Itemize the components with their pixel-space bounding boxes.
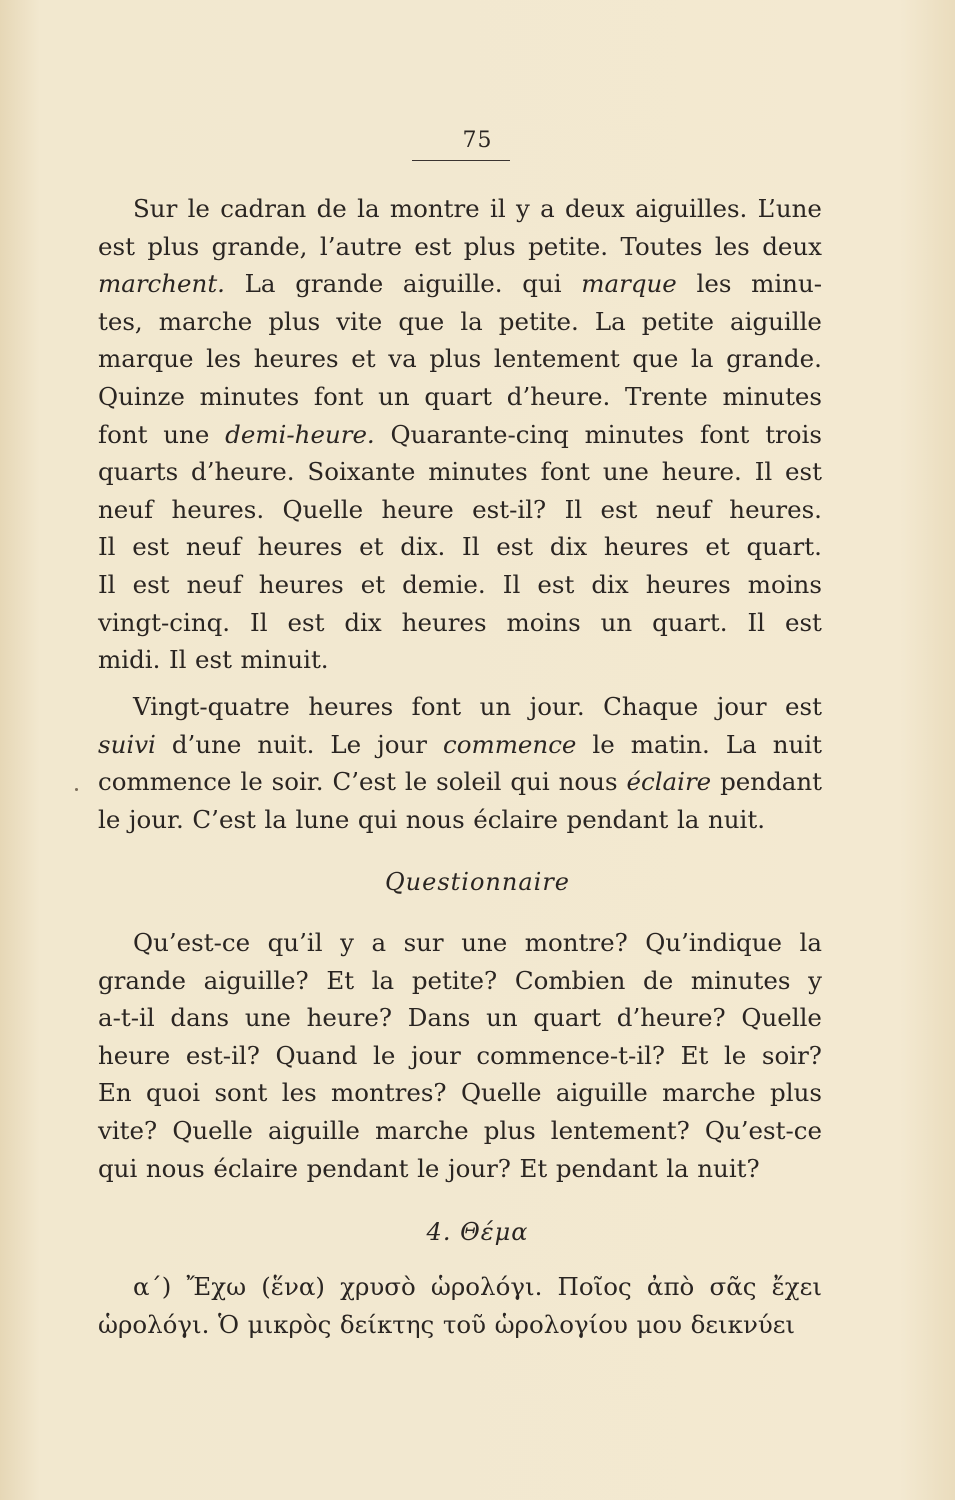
word: de xyxy=(643,965,674,995)
word: Il xyxy=(564,494,583,524)
word: neuf xyxy=(655,494,711,524)
text-line xyxy=(98,801,822,839)
text-line xyxy=(98,1306,822,1344)
text-line xyxy=(98,1268,822,1306)
word: que xyxy=(398,306,445,336)
word: la xyxy=(264,804,287,834)
text-line xyxy=(98,340,822,378)
word: l’autre xyxy=(319,231,402,261)
word: une xyxy=(602,457,649,487)
word: jour. xyxy=(529,692,585,721)
word: χρυσὸ xyxy=(340,1272,416,1301)
word: y xyxy=(808,965,822,995)
word: Le xyxy=(330,729,362,759)
word: est-il? xyxy=(472,494,547,524)
word: heure? xyxy=(306,1003,393,1033)
word: y xyxy=(340,928,354,957)
word: jour? xyxy=(447,1153,511,1183)
word: moins xyxy=(747,569,822,599)
text-line xyxy=(98,726,822,764)
word: Quand xyxy=(275,1040,358,1070)
word: midi. xyxy=(98,645,161,675)
paragraph-day-night xyxy=(98,688,822,838)
word: L’une xyxy=(757,194,822,223)
word: la xyxy=(666,1153,689,1183)
word: quart. xyxy=(746,532,822,562)
word: nuit. xyxy=(257,729,315,759)
word: Il xyxy=(754,457,773,487)
text-line xyxy=(98,641,822,679)
word: δεικνύει xyxy=(690,1309,796,1339)
word: le xyxy=(240,767,263,797)
text-line xyxy=(98,265,822,303)
word: heures xyxy=(308,692,394,721)
word: μικρὸς xyxy=(247,1309,332,1339)
word: le xyxy=(98,804,121,834)
word: heure xyxy=(381,494,454,524)
word: a xyxy=(371,928,387,957)
word: Quelle xyxy=(741,1003,822,1033)
word: minutes xyxy=(722,381,822,411)
word: la xyxy=(371,965,395,995)
word: et xyxy=(705,532,730,562)
word: En xyxy=(98,1078,132,1108)
word: C’est xyxy=(332,767,396,797)
word: plus xyxy=(147,231,200,261)
word: ἀπὸ xyxy=(646,1272,695,1301)
word: heures xyxy=(253,344,339,374)
word: éclaire xyxy=(626,767,712,797)
word: μου xyxy=(636,1309,683,1339)
word: Ἔχω xyxy=(186,1272,247,1301)
word: le xyxy=(404,767,428,797)
word: nous xyxy=(558,767,618,797)
word: aiguille xyxy=(555,1078,648,1108)
word: lune xyxy=(295,804,350,834)
ink-speck xyxy=(75,788,78,791)
word: petite. xyxy=(498,306,579,336)
text-line xyxy=(98,303,822,341)
word: un xyxy=(600,607,633,637)
word: Et xyxy=(326,965,355,995)
word: aiguille xyxy=(268,1115,360,1145)
word: neuf xyxy=(186,569,242,599)
word: jour xyxy=(377,729,427,759)
word: quarts xyxy=(98,457,179,487)
word: commence xyxy=(442,729,577,759)
word: petite. xyxy=(528,231,609,261)
word: la xyxy=(460,306,483,336)
word: a-t-il xyxy=(98,1003,155,1033)
text-line xyxy=(98,604,822,642)
text-line xyxy=(98,1150,822,1188)
word: a xyxy=(540,194,555,223)
word: soleil xyxy=(436,767,502,797)
word: le xyxy=(187,194,210,223)
word: Il xyxy=(98,569,116,599)
word: La xyxy=(594,306,626,336)
word: va xyxy=(388,344,417,374)
word: jour xyxy=(716,692,767,721)
word: font xyxy=(699,419,750,449)
word: heures xyxy=(257,532,343,562)
word: est xyxy=(287,607,325,637)
word: heure. xyxy=(661,457,742,487)
word: minutes xyxy=(199,381,300,411)
word: heures xyxy=(401,607,487,637)
word: y xyxy=(515,194,530,223)
word: matin. xyxy=(630,729,710,759)
word: une xyxy=(461,928,508,957)
word: quart xyxy=(533,1003,602,1033)
word: plus xyxy=(429,344,482,374)
word: marche xyxy=(158,306,253,336)
word: les xyxy=(696,269,732,299)
word: les xyxy=(281,1078,317,1108)
word: est xyxy=(195,645,232,675)
word: La xyxy=(244,269,276,299)
word: la xyxy=(691,344,714,374)
word: dix xyxy=(591,569,629,599)
word: qui xyxy=(510,767,550,797)
word: aiguille? xyxy=(203,965,309,995)
word: heures. xyxy=(171,494,265,524)
word: dans xyxy=(170,1003,230,1033)
word: petite? xyxy=(411,965,498,995)
word: est xyxy=(496,532,534,562)
word: est xyxy=(132,532,170,562)
word: plus xyxy=(463,231,516,261)
word: Et xyxy=(680,1040,709,1070)
word: le xyxy=(417,1153,440,1183)
word: dix xyxy=(344,607,382,637)
word: neuf xyxy=(98,494,154,524)
word: quoi xyxy=(146,1078,201,1108)
text-line xyxy=(98,378,822,416)
word: minu- xyxy=(751,269,822,299)
word: marque xyxy=(581,269,677,299)
word: cadran xyxy=(220,194,307,223)
word: quart xyxy=(424,381,493,411)
word: vite xyxy=(336,306,383,336)
word: aiguille xyxy=(730,306,822,336)
word: Il xyxy=(98,532,116,562)
word: plus xyxy=(268,306,321,336)
paragraph-clock-description xyxy=(98,190,822,679)
word: lentement xyxy=(493,344,620,374)
word: nuit? xyxy=(697,1153,760,1183)
word: Et xyxy=(519,1153,548,1183)
word: α΄) xyxy=(133,1272,172,1301)
word: le xyxy=(373,1040,396,1070)
word: pendant xyxy=(555,1153,658,1183)
word: plus xyxy=(770,1078,822,1108)
word: est xyxy=(98,231,135,261)
word: Quelle xyxy=(282,494,364,524)
word: une xyxy=(244,1003,291,1033)
word: Qu’est-ce xyxy=(133,928,251,957)
word: vite? xyxy=(98,1115,158,1145)
word: commence-t-il? xyxy=(476,1040,666,1070)
word: (ἕνα) xyxy=(261,1272,325,1301)
text-line xyxy=(98,528,822,566)
word: lentement? xyxy=(550,1115,690,1145)
word: sur xyxy=(403,928,444,957)
word: qui xyxy=(357,804,398,834)
word: nous xyxy=(145,1153,205,1183)
word: est xyxy=(600,494,638,524)
text-line xyxy=(98,190,822,228)
word: trois xyxy=(765,419,822,449)
word: δείκτης xyxy=(339,1309,435,1339)
word: pendant xyxy=(566,804,669,834)
word: la xyxy=(676,804,700,834)
word: est xyxy=(785,692,822,721)
word: jour. xyxy=(128,804,184,834)
word: Combien xyxy=(514,965,626,995)
word: minutes xyxy=(690,965,791,995)
text-line xyxy=(98,688,822,726)
word: Ὁ xyxy=(218,1309,240,1339)
word: éclaire xyxy=(473,804,558,834)
word: Sur xyxy=(133,194,178,223)
text-line xyxy=(98,924,822,962)
text-line xyxy=(98,999,822,1037)
text-line xyxy=(98,763,822,801)
word: C’est xyxy=(192,804,256,834)
word: est xyxy=(785,457,822,487)
word: neuf xyxy=(185,532,241,562)
word: commence xyxy=(98,767,232,797)
word: deux xyxy=(762,231,822,261)
word: est-il? xyxy=(185,1040,260,1070)
text-line xyxy=(98,566,822,604)
word: la xyxy=(799,928,822,957)
questionnaire-text xyxy=(98,924,822,1187)
word: minuit. xyxy=(240,645,329,675)
word: pendant xyxy=(720,767,822,797)
word: qui xyxy=(522,269,562,299)
word: grande xyxy=(98,965,186,995)
word: d’heure. xyxy=(191,457,295,487)
word: ὡρολογίου xyxy=(494,1309,628,1339)
word: montre xyxy=(389,194,480,223)
word: suivi xyxy=(98,729,156,759)
heading-thema: 4. Θέμα xyxy=(426,1218,529,1246)
word: plus xyxy=(483,1115,536,1145)
word: σᾶς xyxy=(709,1272,757,1301)
word: un xyxy=(479,692,512,721)
word: heures xyxy=(645,569,731,599)
word: Dans xyxy=(407,1003,471,1033)
word: quart. xyxy=(652,607,728,637)
word: que xyxy=(632,344,679,374)
word: nuit. xyxy=(707,804,766,834)
word: un xyxy=(378,381,410,411)
word: la xyxy=(357,194,380,223)
word: petite xyxy=(641,306,714,336)
word: d’heure? xyxy=(616,1003,726,1033)
word: Qu’indique xyxy=(645,928,783,957)
word: Il xyxy=(250,607,268,637)
word: Chaque xyxy=(603,692,699,721)
word: Toutes xyxy=(620,231,703,261)
word: jour xyxy=(410,1040,461,1070)
word: est xyxy=(784,607,822,637)
word: dix. xyxy=(400,532,446,562)
word: grande xyxy=(295,269,384,299)
word: Quelle xyxy=(172,1115,253,1145)
word: et xyxy=(360,569,386,599)
word: montres? xyxy=(331,1078,447,1108)
word: marchent. xyxy=(98,269,225,299)
word: d’une xyxy=(171,729,242,759)
word: heure xyxy=(98,1040,171,1070)
word: dix xyxy=(549,532,588,562)
word: Quarante-cinq xyxy=(390,419,569,449)
word: Soixante xyxy=(307,457,416,487)
word: grande, xyxy=(211,231,308,261)
word: est xyxy=(132,569,170,599)
text-line xyxy=(98,228,822,266)
word: heures. xyxy=(729,494,822,524)
word: Il xyxy=(747,607,765,637)
word: demi-heure. xyxy=(225,419,375,449)
word: vingt-cinq. xyxy=(98,607,231,637)
word: est xyxy=(537,569,575,599)
word: soir? xyxy=(761,1040,822,1070)
word: un xyxy=(486,1003,518,1033)
word: Il xyxy=(462,532,480,562)
word: Quelle xyxy=(460,1078,542,1108)
word: d’heure. xyxy=(506,381,611,411)
word: minutes xyxy=(428,457,528,487)
word: aiguille. xyxy=(402,269,503,299)
word: de xyxy=(316,194,347,223)
word: le xyxy=(723,1040,747,1070)
page-number-rule xyxy=(412,160,510,161)
word: Trente xyxy=(625,381,708,411)
word: deux xyxy=(565,194,625,223)
word: marche xyxy=(662,1078,756,1108)
word: éclaire xyxy=(213,1153,299,1183)
word: soir. xyxy=(271,767,324,797)
page-number: 75 xyxy=(462,128,493,153)
word: marque xyxy=(98,344,194,374)
word: et xyxy=(351,344,376,374)
greek-exercise-text xyxy=(98,1268,822,1343)
text-line xyxy=(98,416,822,454)
word: nuit xyxy=(772,729,822,759)
word: grande. xyxy=(726,344,822,374)
word: sont xyxy=(214,1078,268,1108)
word: ὡρολόγι. xyxy=(98,1309,210,1339)
word: τοῦ xyxy=(442,1309,487,1339)
word: moins xyxy=(506,607,581,637)
word: qui xyxy=(98,1153,138,1183)
word: les xyxy=(206,344,242,374)
word: tes, xyxy=(98,306,143,336)
word: aiguilles. xyxy=(635,194,748,223)
word: ἔχει xyxy=(771,1272,822,1301)
text-line xyxy=(98,962,822,1000)
word: Ποῖος xyxy=(557,1272,632,1301)
text-line xyxy=(98,1112,822,1150)
text-line xyxy=(98,1037,822,1075)
word: le xyxy=(592,729,615,759)
word: qu’il xyxy=(267,928,323,957)
word: font xyxy=(540,457,591,487)
word: heures xyxy=(258,569,344,599)
word: et xyxy=(359,532,384,562)
word: Il xyxy=(168,645,187,675)
word: les xyxy=(714,231,750,261)
word: marche xyxy=(375,1115,469,1145)
word: Quinze xyxy=(98,381,185,411)
word: montre? xyxy=(524,928,628,957)
word: demie. xyxy=(402,569,486,599)
word: ὡρολόγι. xyxy=(430,1272,543,1301)
heading-questionnaire: Questionnaire xyxy=(385,868,570,896)
word: est xyxy=(414,231,452,261)
word: Il xyxy=(502,569,521,599)
word: heures xyxy=(603,532,689,562)
word: font xyxy=(313,381,364,411)
word: font xyxy=(98,419,148,449)
word: font xyxy=(411,692,462,721)
word: Qu’est-ce xyxy=(704,1115,822,1145)
text-line xyxy=(98,453,822,491)
word: pendant xyxy=(306,1153,409,1183)
word: La xyxy=(725,729,757,759)
word: minutes xyxy=(584,419,685,449)
text-line xyxy=(98,491,822,529)
word: une xyxy=(163,419,210,449)
word: nous xyxy=(405,804,465,834)
text-line xyxy=(98,1074,822,1112)
word: Vingt-quatre xyxy=(133,692,290,721)
word: il xyxy=(489,194,506,223)
